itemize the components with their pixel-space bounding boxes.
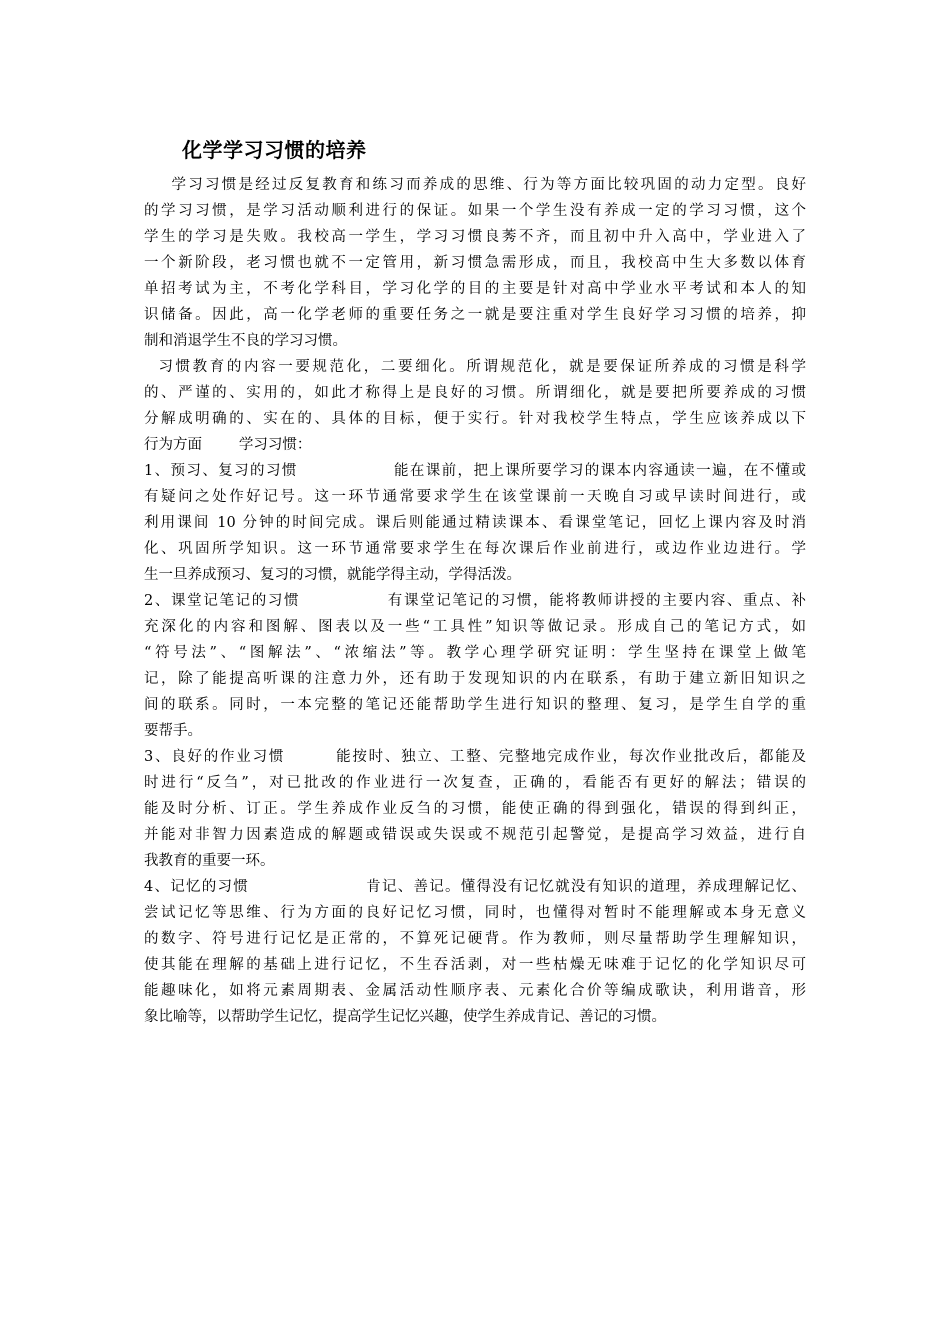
paragraph-line: 有疑问之处作好记号。这一环节通常要求学生在该堂课前一天晚自习或早读时间进行，或 (144, 489, 806, 505)
paragraph-line: 并能对非智力因素造成的解题或错误或失误或不规范引起警觉，是提高学习效益，进行自 (144, 827, 806, 843)
paragraph-line: 行为方面 学习习惯： (144, 437, 312, 453)
paragraph-line: “符号法”、“图解法”、“浓缩法”等。教学心理学研究证明：学生坚持在课堂上做笔 (144, 645, 806, 661)
paragraph-line: 使其能在理解的基础上进行记忆，不生吞活剥，对一些枯燥无味难于记忆的化学知识尽可 (144, 957, 806, 973)
paragraph-line: 单招考试为主，不考化学科目，学习化学的目的主要是针对高中学业水平考试和本人的知 (144, 281, 806, 297)
paragraph-line: 学习习惯是经过反复教育和练习而养成的思维、行为等方面比较巩固的动力定型。良好 (144, 177, 806, 193)
paragraph-line: 能趣味化，如将元素周期表、金属活动性顺序表、元素化合价等编成歌诀，利用谐音，形 (144, 983, 806, 999)
paragraph-line: 学生的学习是失败。我校高一学生，学习习惯良莠不齐，而且初中升入高中，学业进入了 (144, 229, 806, 245)
paragraph-line: 记，除了能提高听课的注意力外，还有助于发现知识的内在联系，有助于建立新旧知识之 (144, 671, 806, 687)
paragraph-line: 利用课间 10 分钟的时间完成。课后则能通过精读课本、看课堂笔记，回忆上课内容及时消 (144, 515, 806, 531)
paragraph-line: 间的联系。同时，一本完整的笔记还能帮助学生进行知识的整理、复习，是学生自学的重 (144, 697, 806, 713)
document-title: 化学学习习惯的培养 (182, 138, 367, 162)
paragraph-line: 一个新阶段，老习惯也就不一定管用，新习惯急需形成，而且，我校高中生大多数以体育 (144, 255, 806, 271)
paragraph-line: 要帮手。 (144, 723, 202, 739)
paragraph-line: 象比喻等，以帮助学生记忆，提高学生记忆兴趣，使学生养成肯记、善记的习惯。 (144, 1009, 666, 1025)
section-4-heading-line: 4、记忆的习惯 肯记、善记。懂得没有记忆就没有知识的道理，养成理解记忆、 (144, 879, 806, 895)
paragraph-line: 识储备。因此，高一化学老师的重要任务之一就是要注重对学生良好学习习惯的培养，抑 (144, 307, 806, 323)
paragraph-line: 制和消退学生不良的学习习惯。 (144, 333, 347, 349)
paragraph-line: 我教育的重要一环。 (144, 853, 275, 869)
section-1-heading-line: 1、预习、复习的习惯 能在课前，把上课所要学习的课本内容通读一遍，在不懂或 (144, 463, 806, 479)
paragraph-line: 时进行“反刍”，对已批改的作业进行一次复查，正确的，看能否有更好的解法；错误的 (144, 775, 806, 791)
paragraph-line: 的数字、符号进行记忆是正常的，不算死记硬背。作为教师，则尽量帮助学生理解知识， (144, 931, 806, 947)
document-body (144, 172, 806, 1030)
paragraph-line: 的、严谨的、实用的，如此才称得上是良好的习惯。所谓细化，就是要把所要养成的习惯 (144, 385, 806, 401)
paragraph-line: 尝试记忆等思维、行为方面的良好记忆习惯，同时，也懂得对暂时不能理解或本身无意义 (144, 905, 806, 921)
section-2-heading-line: 2、课堂记笔记的习惯 有课堂记笔记的习惯，能将教师讲授的主要内容、重点、补 (144, 593, 806, 609)
paragraph-line: 充深化的内容和图解、图表以及一些“工具性”知识等做记录。形成自己的笔记方式，如 (144, 619, 806, 635)
paragraph-line: 化、巩固所学知识。这一环节通常要求学生在每次课后作业前进行，或边作业边进行。学 (144, 541, 806, 557)
paragraph-line: 能及时分析、订正。学生养成作业反刍的习惯，能使正确的得到强化，错误的得到纠正， (144, 801, 806, 817)
paragraph-line: 习惯教育的内容一要规范化，二要细化。所谓规范化，就是要保证所养成的习惯是科学 (144, 359, 806, 375)
paragraph-line: 的学习习惯，是学习活动顺利进行的保证。如果一个学生没有养成一定的学习习惯，这个 (144, 203, 806, 219)
paragraph-line: 生一旦养成预习、复习的习惯，就能学得主动，学得活泼。 (144, 567, 521, 583)
paragraph-line: 分解成明确的、实在的、具体的目标，便于实行。针对我校学生特点，学生应该养成以下 (144, 411, 806, 427)
section-3-heading-line: 3、良好的作业习惯 能按时、独立、工整、完整地完成作业，每次作业批改后，都能及 (144, 749, 806, 765)
